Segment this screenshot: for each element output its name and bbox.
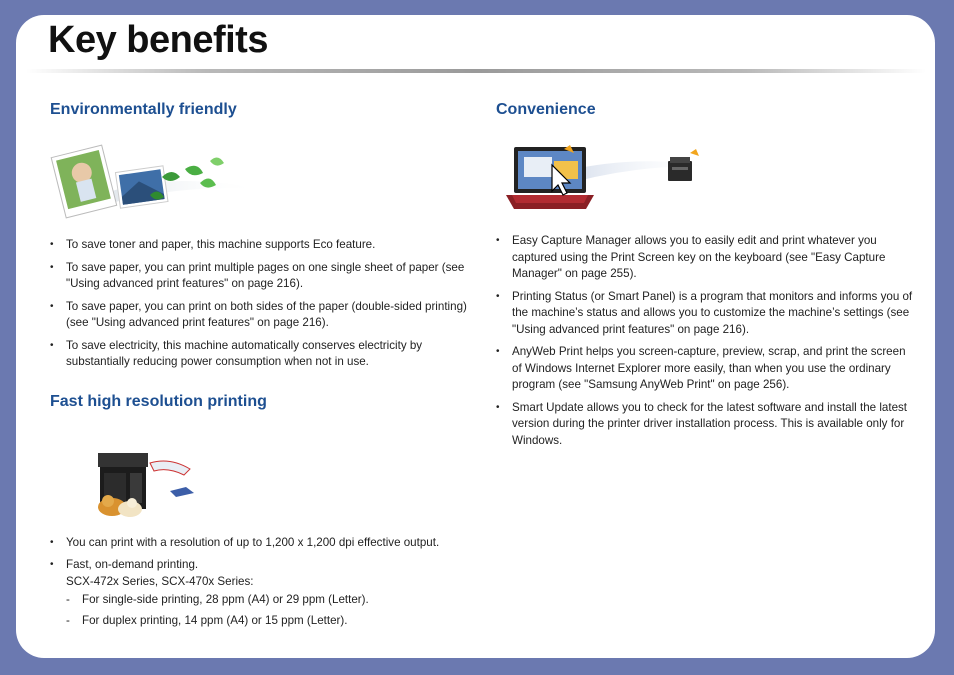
right-column (496, 99, 916, 455)
title-divider (26, 69, 926, 73)
section-heading-fast-printing: Fast high resolution printing (50, 392, 267, 410)
eco-photo-leaves-illustration-icon (50, 139, 470, 225)
section-heading-environment: Environmentally friendly (50, 101, 237, 118)
eco-illustration-svg (50, 139, 270, 225)
list-item: • To save toner and paper, this machine supports Eco feature. (50, 237, 470, 254)
sub-list-item: - For single-side printing, 28 ppm (A4) or 29 ppm (Letter). (66, 592, 470, 609)
left-column (50, 99, 470, 633)
sub-list (66, 592, 470, 629)
list-item: • Printing Status (or Smart Panel) is a program that monitors and informs you of the machine’s status and allows you to customize the machine’s settings (see "Using advanced print features" on page 216). (496, 289, 916, 339)
laptop-printer-illustration-icon (496, 143, 916, 219)
list-item (50, 557, 470, 629)
sub-list-item: - For duplex printing, 14 ppm (A4) or 15 ppm (Letter). (66, 613, 470, 630)
series-line: SCX-472x Series, SCX-470x Series: (66, 574, 254, 588)
list-item: • To save electricity, this machine automatically conserves electricity by substantially reducing power consumption when not in use. (50, 338, 470, 371)
list-item: • AnyWeb Print helps you screen-capture, preview, scrap, and print the screen of Windows Internet Explorer more easily, than when you use the ordinary program (see "Samsung AnyWeb Print" on page 256). (496, 344, 916, 394)
convenience-illustration-svg (496, 143, 726, 219)
printer-illustration-svg (50, 447, 210, 521)
fast-printing-list (50, 535, 470, 630)
section-heading-convenience: Convenience (496, 101, 596, 118)
printer-puppies-illustration-icon (50, 447, 470, 521)
environment-list (50, 237, 470, 371)
page-title: Key benefits (48, 19, 268, 61)
list-item: • Easy Capture Manager allows you to easily edit and print whatever you captured using the Print Screen key on the keyboard (see "Easy Capture Manager" on page 255). (496, 233, 916, 283)
list-item: • To save paper, you can print multiple pages on one single sheet of paper (see "Using advanced print features" on page 216). (50, 260, 470, 293)
list-item: • You can print with a resolution of up to 1,200 x 1,200 dpi effective output. (50, 535, 470, 552)
list-item: • Smart Update allows you to check for the latest software and install the latest version during the printer driver installation process. This is available only for Windows. (496, 400, 916, 450)
convenience-list (496, 233, 916, 449)
page (16, 15, 935, 658)
list-item: • To save paper, you can print on both sides of the paper (double-sided printing) (see "Using advanced print features" on page 216). (50, 299, 470, 332)
list-item-text: Fast, on-demand printing. (66, 558, 199, 571)
